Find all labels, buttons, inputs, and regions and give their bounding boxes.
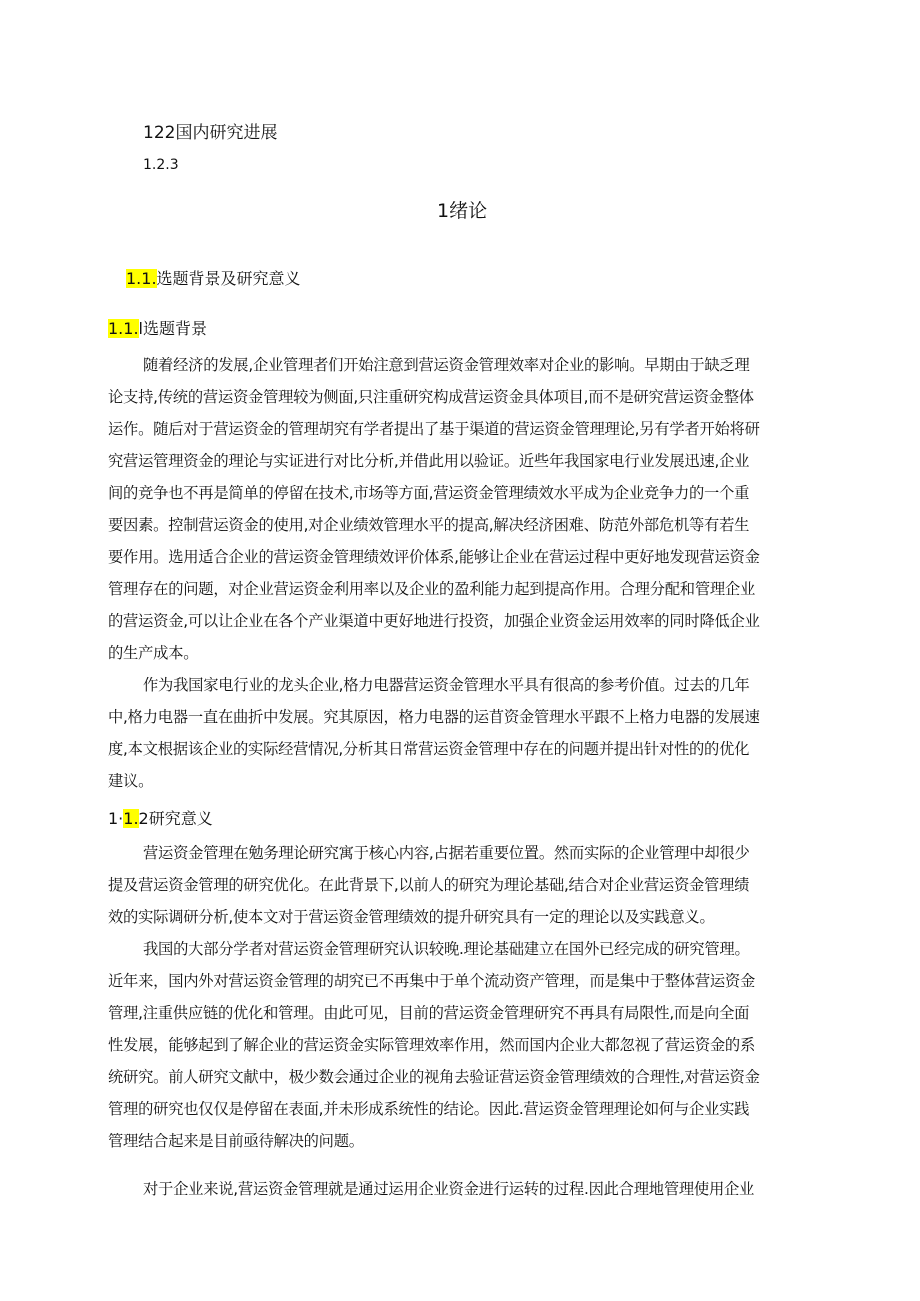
paragraph-line: 随着经济的发展,企业管理者们开始注意到营运资金管理效率对企业的影响。早期由于缺乏理 bbox=[143, 356, 750, 374]
paragraph-line: 度,本文根据该企业的实际经营情况,分析其日常营运资金管理中存在的问题并提出针对性的的优化 bbox=[108, 740, 750, 758]
paragraph-line: 性发展，能够起到了解企业的营运资金实际管理效率作用，然而国内企业大都忽视了营运资金的系 bbox=[108, 1036, 756, 1054]
paragraph-line: 运作。随后对于营运资金的管理胡究有学者提出了基于渠道的营运资金管理理论,另有学者开始将研 bbox=[108, 420, 760, 438]
paragraph-line: 对于企业来说,营运资金管理就是通过运用企业资金进行运转的过程.因此合理地管理使用企业 bbox=[143, 1180, 755, 1198]
section-title: 2研究意义 bbox=[138, 809, 213, 828]
section-prefix: 1· bbox=[108, 809, 124, 828]
highlight-mark: 1. bbox=[123, 809, 139, 828]
paragraph-line: 我国的大部分学者对营运资金管理研究认识较晚.理论基础建立在国外已经完成的研究管理。 bbox=[143, 940, 750, 958]
paragraph-line: 的生产成本。 bbox=[108, 644, 199, 662]
paragraph-line: 管理存在的问题，对企业营运资金利用率以及企业的盈利能力起到提高作用。合理分配和管理企业 bbox=[108, 580, 756, 598]
highlight-mark: 1.1. bbox=[108, 319, 139, 338]
paragraph-line: 效的实际调研分析,使本文对于营运资金管理绩效的提升研究具有一定的理论以及实践意义。 bbox=[108, 908, 715, 926]
section-heading-1-1-1 bbox=[108, 316, 207, 339]
paragraph-line: 管理的研究也仅仅是停留在表面,并未形成系统性的结论。因此.营运资金管理理论如何与企业实践 bbox=[108, 1100, 750, 1118]
paragraph-line: 管理,注重供应链的优化和管理。由此可见，目前的营运资金管理研究不再具有局限性,而是向全面 bbox=[108, 1004, 750, 1022]
paragraph-line: 近年来，国内外对营运资金管理的胡究已不再集中于单个流动资产管理，而是集中于整体营运资金 bbox=[108, 972, 756, 990]
section-title: 选题背景及研究意义 bbox=[156, 269, 301, 288]
paragraph-line: 管理结合起来是目前亟待解决的问题。 bbox=[108, 1132, 364, 1150]
paragraph-line: 作为我国家电行业的龙头企业,格力电器营运资金管理水平具有很高的参考价值。过去的几年 bbox=[143, 676, 750, 694]
toc-entry-1-2-3: 1.2.3 bbox=[143, 157, 179, 173]
paragraph-line: 的营运资金,可以让企业在各个产业渠道中更好地进行投资，加强企业资金运用效率的同时降低企业 bbox=[108, 612, 760, 630]
paragraph-line: 论支持,传统的营运资金管理较为侧面,只注重研究构成营运资金具体项目,而不是研究营运资金整体 bbox=[108, 388, 754, 406]
highlight-mark: 1.1. bbox=[126, 269, 157, 288]
section-heading-1-1-2 bbox=[108, 806, 213, 829]
paragraph-line: 中,格力电器一直在曲折中发展。究其原因，格力电器的运苜资金管理水平跟不上格力电器的发展速 bbox=[108, 708, 760, 726]
section-title: l选题背景 bbox=[138, 319, 207, 338]
paragraph-line: 要因素。控制营运资金的使用,对企业绩效管理水平的提高,解决经济困难、防范外部危机等有若生 bbox=[108, 516, 750, 534]
paragraph-line: 要作用。选用适合企业的营运资金管理绩效评价体系,能够让企业在营运过程中更好地发现营运资金 bbox=[108, 548, 760, 566]
chapter-title: 1绪论 bbox=[437, 200, 488, 222]
paragraph-line: 间的竞争也不再是简单的停留在技术,市场等方面,营运资金管理绩效水平成为企业竞争力的一个重 bbox=[108, 484, 750, 502]
paragraph-line: 究营运管理资金的理论与实证进行对比分析,并借此用以验证。近些年我国家电行业发展迅速,企业 bbox=[108, 452, 750, 470]
paragraph-line: 建议。 bbox=[108, 772, 154, 790]
toc-entry-domestic-research: 122国内研究进展 bbox=[143, 123, 278, 143]
paragraph-line: 统研究。前人研究文献中，极少数会通过企业的视角去验证营运资金管理绩效的合理性,对营运资金 bbox=[108, 1068, 760, 1086]
paragraph-line: 营运资金管理在勉务理论研究寓于核心内容,占据若重要位置。然而实际的企业管理中却很少 bbox=[143, 844, 750, 862]
paragraph-line: 提及营运资金管理的研究优化。在此背景下,以前人的研究为理论基础,结合对企业营运资金管理绩 bbox=[108, 876, 750, 894]
section-heading-1-1 bbox=[126, 266, 301, 289]
